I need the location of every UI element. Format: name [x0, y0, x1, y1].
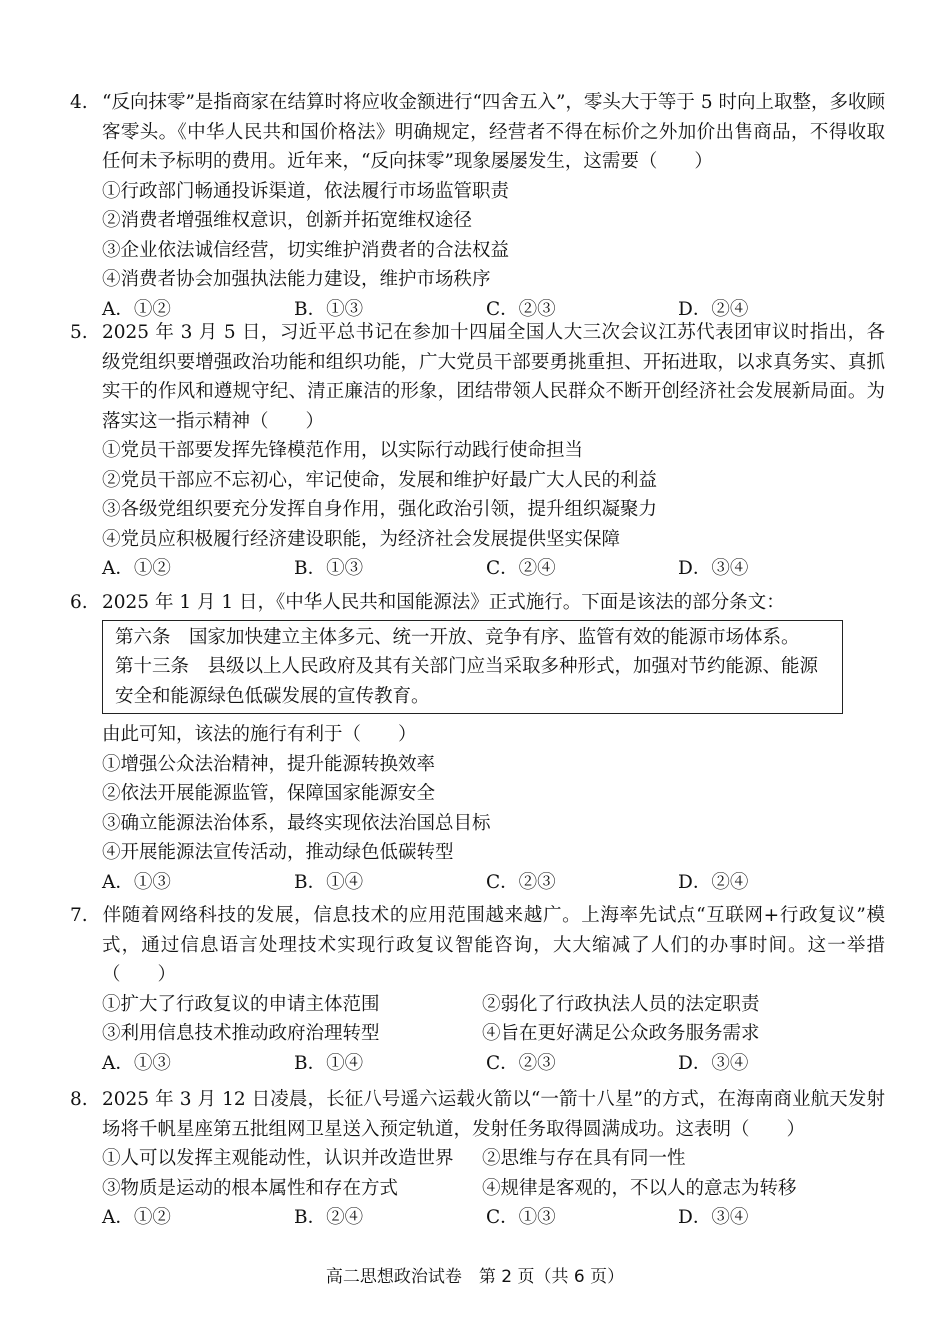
law-article-6: 第六条 国家加快建立主体多元、统一开放、竞争有序、监管有效的能源市场体系。 — [115, 626, 800, 648]
answer-c: C．②④ — [486, 558, 556, 579]
statement-1: ①扩大了行政复议的申请主体范围 — [102, 993, 380, 1015]
question-stem — [70, 588, 885, 618]
question-8 — [70, 1085, 885, 1233]
question-followup: 由此可知，该法的施行有利于（ ） — [102, 724, 417, 745]
answer-b: B．①④ — [294, 871, 364, 893]
answer-c: C．②③ — [486, 1052, 556, 1074]
question-stem — [70, 318, 885, 436]
statement-4: ④规律是客观的，不以人的意志为转移 — [482, 1177, 797, 1199]
statement-3: ③企业依法诚信经营，切实维护消费者的合法权益 — [102, 239, 510, 261]
statement-1: ①增强公众法治精神，提升能源转换效率 — [102, 753, 436, 775]
answer-d: D．③④ — [678, 558, 749, 579]
answer-b: B．①③ — [294, 558, 364, 579]
statement-3: ③物质是运动的根本属性和存在方式 — [102, 1177, 399, 1199]
stem-text: 2025 年 1 月 1 日，《中华人民共和国能源法》正式施行。下面是该法的部分条文： — [102, 592, 785, 613]
statement-3: ③确立能源法治体系，最终实现依法治国总目标 — [102, 812, 491, 834]
statement-4: ④党员应积极履行经济建设职能，为经济社会发展提供坚实保障 — [102, 528, 621, 550]
question-number: 6. — [70, 592, 88, 613]
question-number: 5. — [70, 322, 88, 343]
statement-3: ③各级党组织要充分发挥自身作用，强化政治引领，提升组织凝聚力 — [102, 499, 658, 520]
question-number: 8. — [70, 1089, 88, 1110]
question-number: 7. — [70, 905, 88, 926]
statement-2: ②思维与存在具有同一性 — [482, 1148, 686, 1169]
answer-choices — [70, 1203, 885, 1233]
answer-d: D．③④ — [678, 1207, 749, 1228]
statement-2: ②弱化了行政执法人员的法定职责 — [482, 993, 760, 1015]
statement-1: ①行政部门畅通投诉渠道，依法履行市场监管职责 — [102, 180, 510, 202]
statement-row — [70, 1174, 885, 1204]
question-5 — [70, 318, 885, 584]
statement-1: ①人可以发挥主观能动性，认识并改造世界 — [102, 1148, 454, 1169]
statement-2: ②消费者增强维权意识，创新并拓宽维权途径 — [102, 210, 473, 231]
answer-choices — [70, 868, 885, 898]
answer-a: A．①② — [102, 558, 171, 579]
question-number: 4. — [70, 92, 88, 113]
question-6 — [70, 588, 885, 897]
statement-4: ④消费者协会加强执法能力建设，维护市场秩序 — [102, 269, 491, 290]
stem-text: 2025 年 3 月 5 日，习近平总书记在参加十四届全国人大三次会议江苏代表团审议时指出，各级党组织要增强政治功能和组织功能，广大党员干部要勇挑重担、开拓进取，以求真务实、真抓实干的作风和遵规守纪、清正廉洁的形象，团结带领人民群众不断开创经济社会发展新局面。为落实这一指示精神（ ） — [102, 322, 885, 432]
statement-2: ②依法开展能源监管，保障国家能源安全 — [102, 783, 436, 804]
statement-3: ③利用信息技术推动政府治理转型 — [102, 1023, 380, 1044]
answer-b: B．①④ — [294, 1052, 364, 1074]
answer-c: C．②③ — [486, 298, 556, 320]
question-stem — [70, 1085, 885, 1144]
statement-row — [70, 1144, 885, 1174]
answer-a: A．①② — [102, 298, 171, 320]
answer-a: A．①③ — [102, 1052, 171, 1074]
answer-choices — [70, 1049, 885, 1079]
answer-d: D．③④ — [678, 1052, 749, 1074]
law-article-13: 第十三条 县级以上人民政府及其有关部门应当采取多种形式，加强对节约能源、能源安全和能源绿色低碳发展的宣传教育。 — [115, 656, 819, 707]
question-stem — [70, 88, 885, 177]
question-7 — [70, 901, 885, 1078]
statement-4: ④旨在更好满足公众政务服务需求 — [482, 1023, 760, 1044]
stem-text: “反向抹零”是指商家在结算时将应收金额进行“四舍五入”，零头大于等于 5 时向上取整，多收顾客零头。《中华人民共和国价格法》明确规定，经营者不得在标价之外加价出售商品，不得收取任何未予标明的费用。近年来，“反向抹零”现象屡屡发生，这需要（ ） — [102, 92, 885, 172]
law-excerpt-box — [102, 620, 843, 715]
answer-c: C．②③ — [486, 871, 556, 893]
answer-a: A．①③ — [102, 871, 171, 893]
question-stem — [70, 901, 885, 990]
statement-row — [70, 990, 885, 1020]
page-footer: 高二思想政治试卷 第 2 页（共 6 页） — [325, 1267, 625, 1287]
answer-c: C．①③ — [486, 1207, 556, 1228]
statement-4: ④开展能源法宣传活动，推动绿色低碳转型 — [102, 842, 454, 863]
statement-1: ①党员干部要发挥先锋模范作用，以实际行动践行使命担当 — [102, 440, 584, 461]
answer-a: A．①② — [102, 1207, 171, 1228]
answer-choices — [70, 554, 885, 584]
answer-b: B．①③ — [294, 298, 364, 320]
answer-d: D．②④ — [678, 871, 749, 893]
statement-2: ②党员干部应不忘初心，牢记使命，发展和维护好最广大人民的利益 — [102, 469, 658, 491]
stem-text: 2025 年 3 月 12 日凌晨，长征八号遥六运载火箭以“一箭十八星”的方式，在海南商业航天发射场将千帆星座第五批组网卫星送入预定轨道，发射任务取得圆满成功。这表明（ ） — [102, 1089, 885, 1140]
answer-d: D．②④ — [678, 298, 749, 320]
question-4 — [70, 88, 885, 324]
statement-row — [70, 1019, 885, 1049]
answer-b: B．②④ — [294, 1207, 364, 1228]
stem-text: 伴随着网络科技的发展，信息技术的应用范围越来越广。上海率先试点“互联网+行政复议”模式，通过信息语言处理技术实现行政复议智能咨询，大大缩减了人们的办事时间。这一举措（ ） — [102, 905, 885, 985]
